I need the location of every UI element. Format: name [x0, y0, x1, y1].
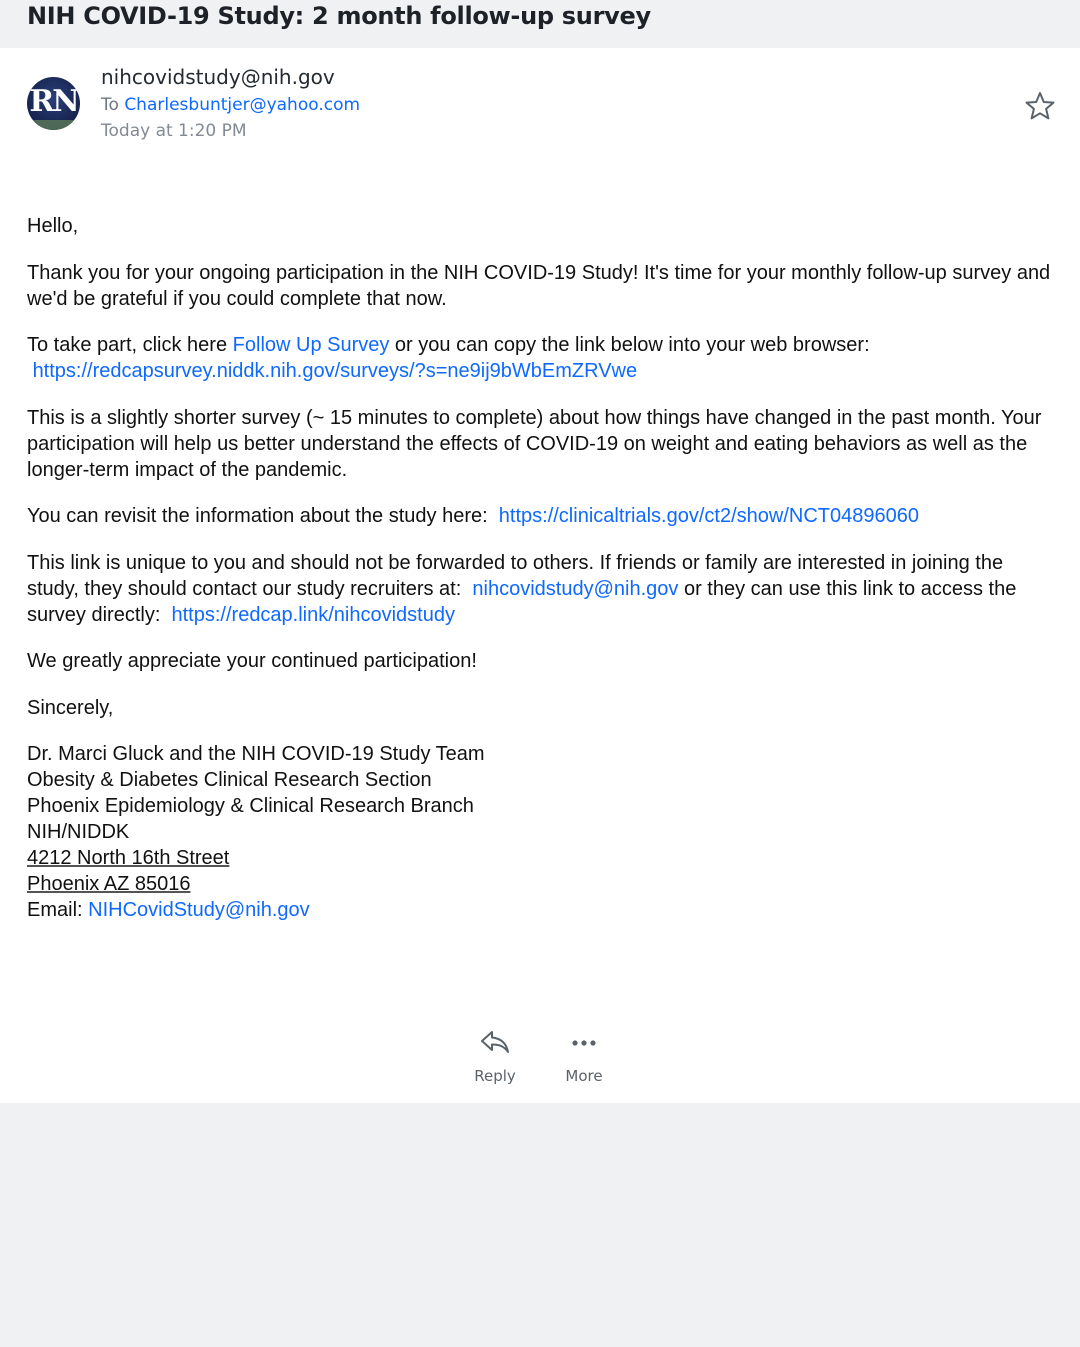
redcap-direct-link[interactable]: https://redcap.link/nihcovidstudy: [171, 603, 455, 626]
signature-line-1: Dr. Marci Gluck and the NIH COVID-19 Study Team: [27, 743, 485, 765]
recipient-line: [101, 95, 360, 115]
p5-middle: or they can use this link to access the survey directly:: [27, 577, 1017, 626]
recruiters-email-link[interactable]: nihcovidstudy@nih.gov: [472, 577, 679, 600]
paragraph-survey-info: This is a slightly shorter survey (~ 15 minutes to complete) about how things have changed in the past month. Your participation will help us better understand the effects of COVID-19 on weight and eating behaviors as well as the longer-term impact of the pandemic.: [27, 406, 1042, 481]
paragraph-intro: Thank you for your ongoing participation in the NIH COVID-19 Study! It's time for your monthly follow-up survey and we'd be grateful if you could complete that now.: [27, 261, 1051, 310]
paragraph-study-info: [27, 503, 1057, 529]
reply-icon: [479, 1028, 511, 1056]
sent-date: Today at 1:20 PM: [101, 121, 247, 141]
avatar-ground: [27, 120, 80, 130]
signature-address-1[interactable]: [27, 845, 1057, 871]
signature-line-2: Obesity & Diabetes Clinical Research Section: [27, 769, 432, 791]
paragraph-survey-link: [27, 332, 1057, 384]
clinicaltrials-link[interactable]: https://clinicaltrials.gov/ct2/show/NCT04896060: [498, 505, 919, 527]
more-button[interactable]: [549, 1028, 619, 1085]
paragraph-appreciation: We greatly appreciate your continued participation!: [27, 650, 477, 672]
reply-label: Reply: [474, 1067, 516, 1085]
signature-email-line: [27, 897, 1057, 923]
more-horizontal-icon: [568, 1028, 600, 1056]
greeting: Hello,: [27, 215, 79, 237]
email-body: [27, 213, 1057, 923]
recipient-address[interactable]: Charlesbuntjer@yahoo.com: [124, 95, 361, 115]
p5-prefix: This link is unique to you and should not be forwarded to others. If friends or family are interested in joining the study, they should contact our study recruiters at:: [27, 551, 1004, 600]
p2-suffix: or you can copy the link below into your web browser:: [389, 334, 870, 356]
email-card: [0, 48, 1080, 1103]
reply-button[interactable]: [460, 1028, 530, 1085]
p2-prefix: To take part, click here: [27, 334, 233, 356]
address-street[interactable]: 4212 North 16th Street: [27, 847, 230, 869]
email-subject: NIH COVID-19 Study: 2 month follow-up survey: [27, 2, 651, 30]
sender-address[interactable]: nihcovidstudy@nih.gov: [101, 65, 335, 89]
p4-prefix: You can revisit the information about the study here:: [27, 505, 494, 527]
address-city[interactable]: Phoenix AZ 85016: [27, 873, 191, 895]
action-bar: [0, 1028, 1080, 1088]
more-label: More: [565, 1067, 603, 1085]
survey-url-link[interactable]: https://redcapsurvey.niddk.nih.gov/surveys/?s=ne9ij9bWbEmZRVwe: [32, 360, 638, 382]
email-label: Email:: [27, 899, 89, 921]
signature-block: [27, 741, 1057, 923]
signature-line-4: NIH/NIDDK: [27, 821, 130, 843]
empty-background-area: [0, 1103, 1080, 1347]
star-icon[interactable]: [1024, 90, 1056, 122]
closing: Sincerely,: [27, 696, 114, 719]
signature-email-link[interactable]: NIHCovidStudy@nih.gov: [88, 899, 310, 921]
paragraph-unique-link: [27, 550, 1057, 628]
subject-bar: [0, 0, 1080, 47]
avatar-initials: RN: [29, 84, 78, 119]
to-prefix: To: [101, 95, 119, 115]
signature-line-3: Phoenix Epidemiology & Clinical Research Branch: [27, 795, 474, 817]
signature-address-2[interactable]: [27, 871, 1057, 897]
sender-avatar[interactable]: [27, 77, 80, 130]
follow-up-survey-link[interactable]: Follow Up Survey: [232, 334, 390, 356]
